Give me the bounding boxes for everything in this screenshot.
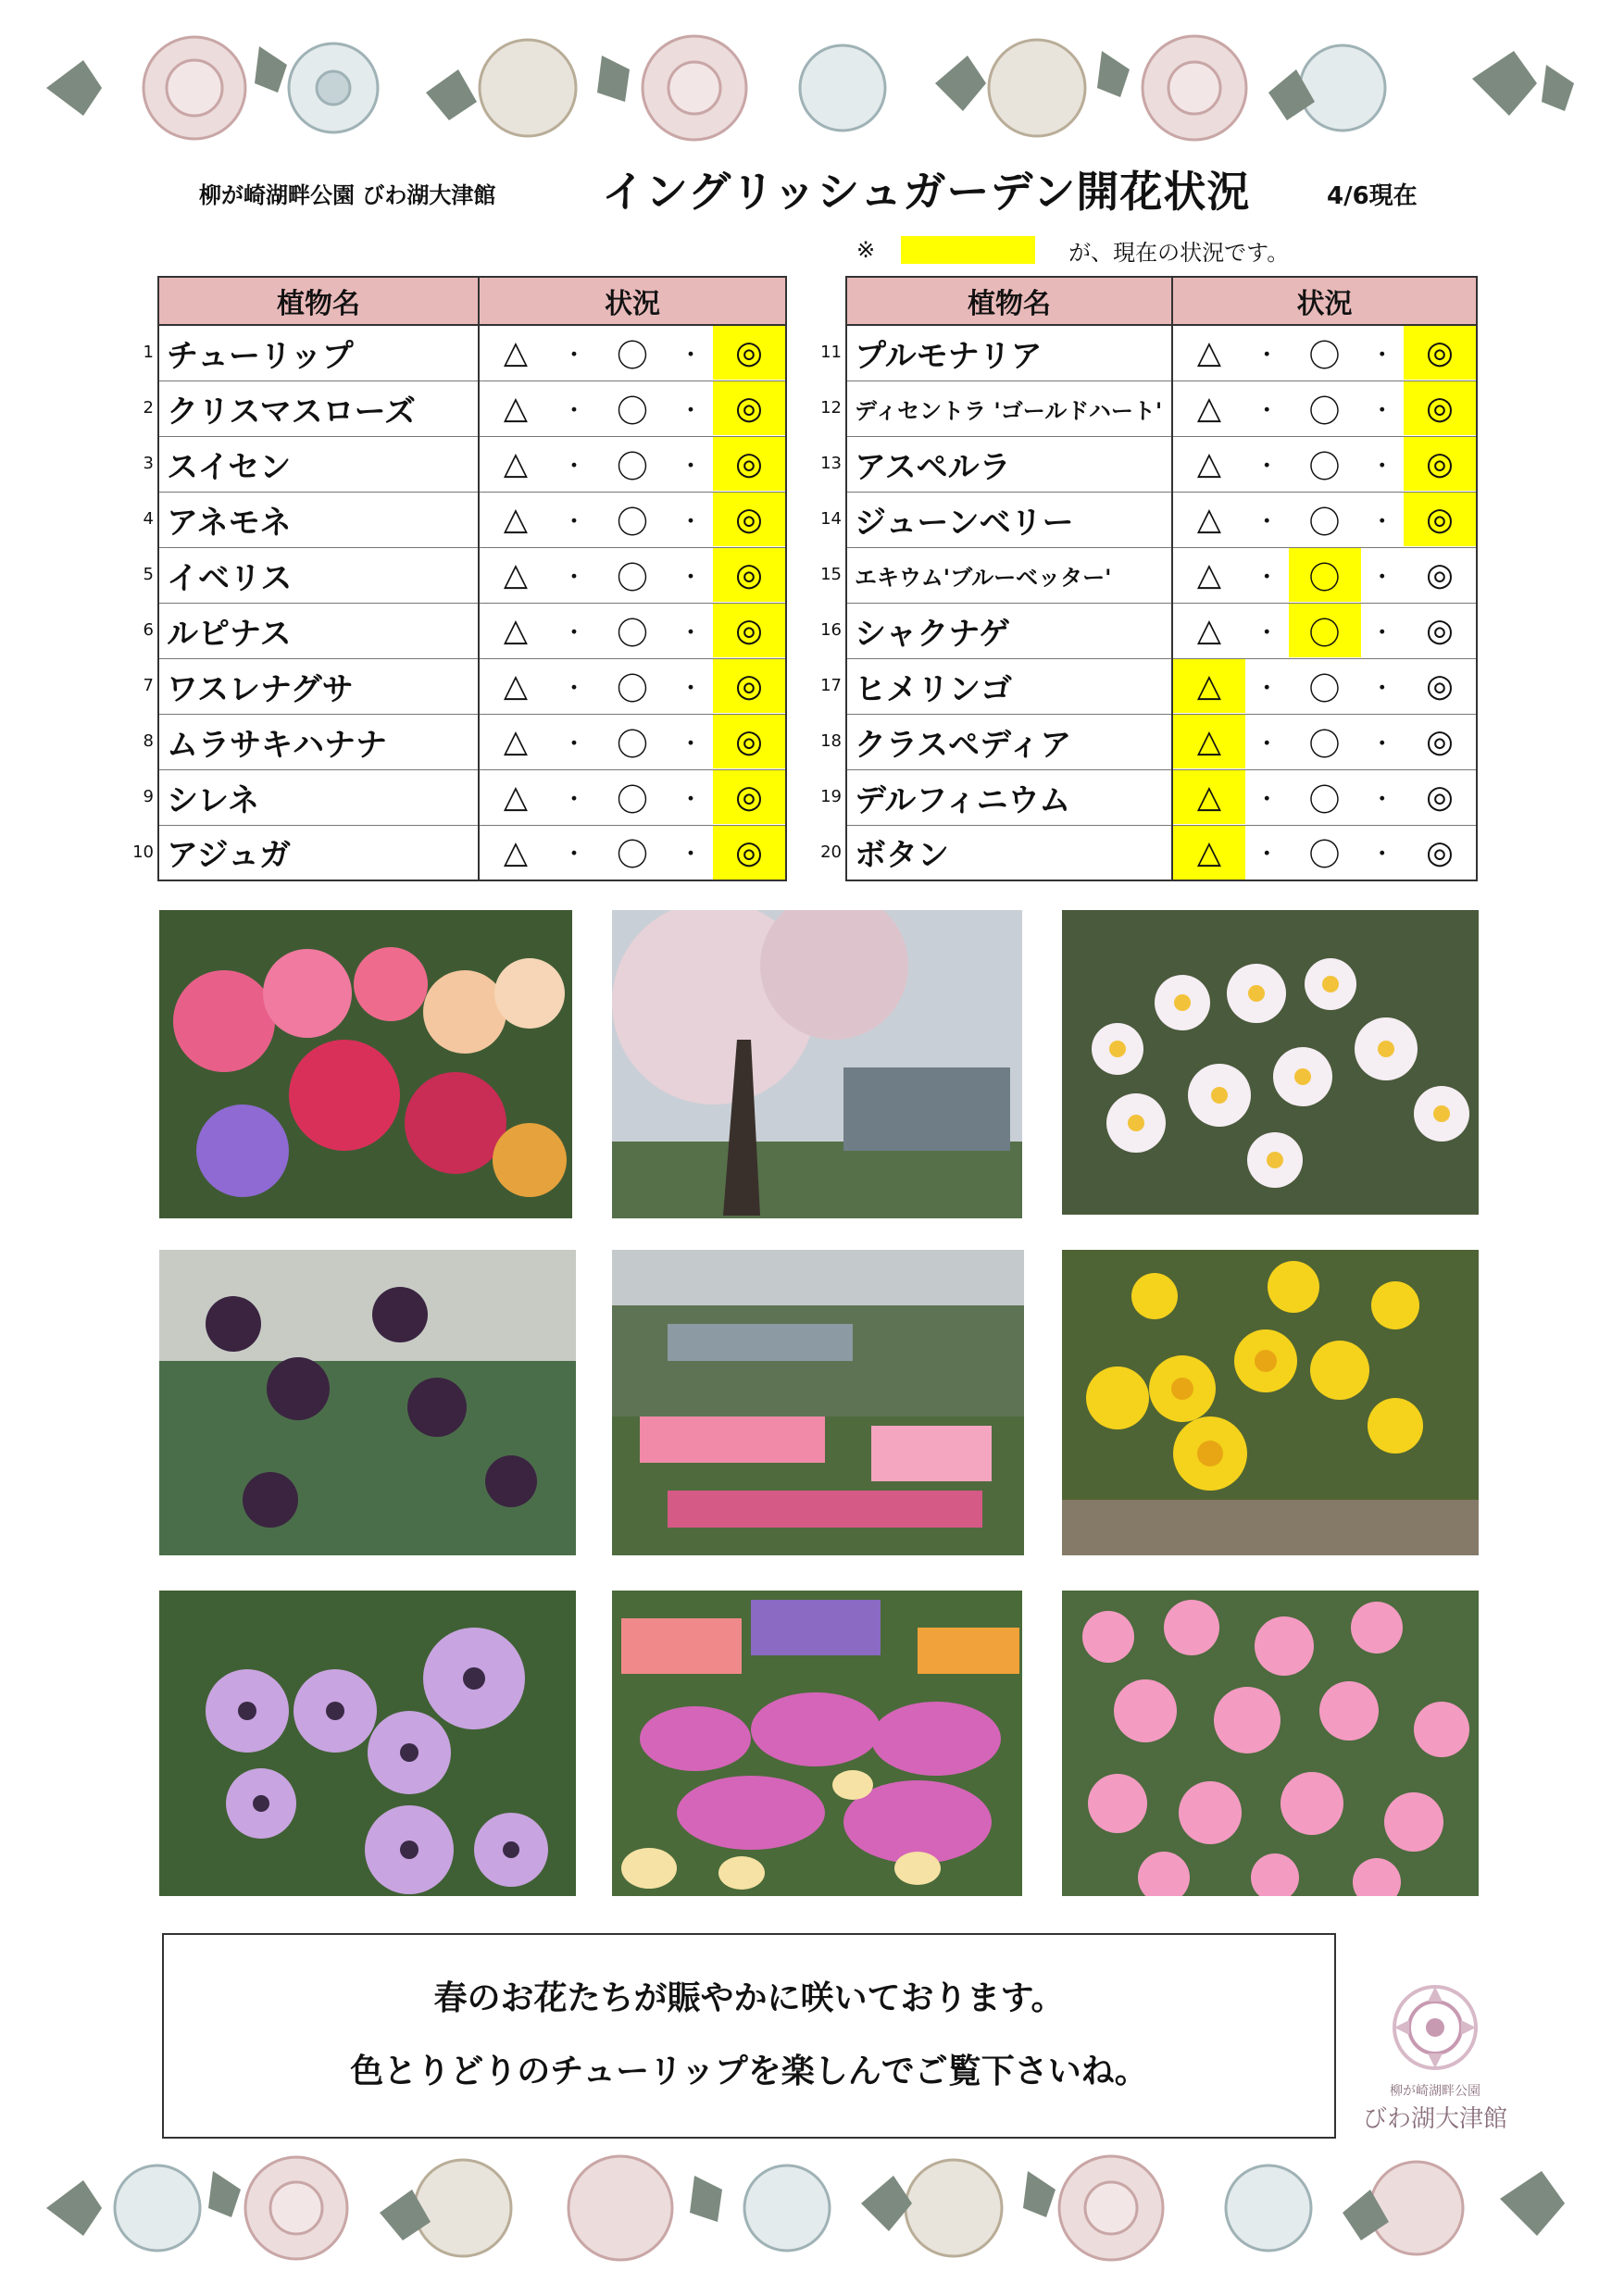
- full-bloom-symbol: ◎: [1404, 437, 1476, 491]
- plant-name: スイセン: [158, 436, 479, 492]
- status-table-left: [157, 276, 787, 881]
- bud-symbol: △: [1196, 390, 1222, 427]
- plant-name: ジューンベリー: [846, 492, 1172, 547]
- plant-row: [846, 492, 1477, 547]
- blooming-symbol: 〇: [1308, 448, 1341, 486]
- full-bloom-symbol: ◎: [1426, 833, 1454, 871]
- separator-dot: ・: [678, 396, 703, 425]
- bloom-status: [1172, 492, 1477, 547]
- separator-dot: ・: [1369, 674, 1394, 703]
- bloom-status: [479, 547, 786, 603]
- bud-symbol: △: [503, 668, 529, 705]
- bloom-status: [479, 658, 786, 714]
- separator-dot: ・: [561, 785, 586, 814]
- bud-symbol: △: [503, 723, 529, 760]
- separator-dot: ・: [678, 563, 703, 592]
- bloom-status: [1172, 325, 1477, 381]
- full-bloom-symbol: ◎: [1426, 668, 1454, 705]
- plant-row: [158, 547, 786, 603]
- blooming-symbol: 〇: [617, 504, 648, 542]
- plant-name: ボタン: [846, 825, 1172, 880]
- blooming-symbol: 〇: [617, 393, 648, 430]
- row-number: 8: [143, 731, 154, 751]
- separator-dot: ・: [561, 507, 586, 536]
- plant-name: アネモネ: [158, 492, 479, 547]
- row-number: 15: [820, 565, 842, 584]
- row-number: 1: [143, 343, 154, 362]
- logo-emblem-icon: [1389, 1981, 1481, 2074]
- row-number: 18: [820, 731, 842, 751]
- plant-row: [846, 825, 1477, 880]
- row-number: 13: [820, 454, 842, 473]
- bud-symbol: △: [503, 833, 529, 871]
- separator-dot: ・: [1369, 618, 1394, 647]
- separator-dot: ・: [561, 563, 586, 592]
- park-name: 柳が崎湖畔公園 びわ湖大津館: [199, 182, 496, 208]
- plant-name: シャクナゲ: [846, 603, 1172, 658]
- separator-dot: ・: [1369, 341, 1394, 369]
- separator-dot: ・: [1369, 841, 1394, 869]
- full-bloom-symbol: ◎: [713, 381, 785, 435]
- blooming-symbol: 〇: [1308, 393, 1341, 430]
- separator-dot: ・: [678, 618, 703, 647]
- plant-name: クラスペディア: [846, 714, 1172, 769]
- plant-name: ルピナス: [158, 603, 479, 658]
- row-number: 20: [820, 842, 842, 862]
- separator-dot: ・: [678, 730, 703, 758]
- ranunculus-photo: [159, 910, 572, 1218]
- plant-name: プルモナリア: [846, 325, 1172, 381]
- full-bloom-symbol: ◎: [1426, 723, 1454, 760]
- row-number: 10: [132, 842, 154, 862]
- full-bloom-symbol: ◎: [1426, 612, 1454, 649]
- separator-dot: ・: [561, 674, 586, 703]
- separator-dot: ・: [1255, 674, 1280, 703]
- blooming-symbol: 〇: [1308, 726, 1341, 764]
- header-plant-name: 植物名: [846, 277, 1172, 325]
- bud-symbol: △: [503, 779, 529, 816]
- full-bloom-symbol: ◎: [1426, 779, 1454, 816]
- separator-dot: ・: [1369, 452, 1394, 480]
- plant-name: シレネ: [158, 769, 479, 825]
- bud-symbol: △: [503, 334, 529, 372]
- row-number: 11: [820, 343, 842, 362]
- pink-flowers-photo: [1062, 1591, 1479, 1896]
- full-bloom-symbol: ◎: [713, 493, 785, 546]
- bloom-status: [479, 492, 786, 547]
- plant-row: [846, 325, 1477, 381]
- flower-border-top: [28, 28, 1596, 148]
- bud-symbol: △: [1173, 659, 1245, 713]
- row-number: 19: [820, 787, 842, 806]
- plant-row: [158, 381, 786, 436]
- bloom-status: [1172, 436, 1477, 492]
- bloom-status: [1172, 825, 1477, 880]
- bud-symbol: △: [1173, 826, 1245, 880]
- row-number: 12: [820, 398, 842, 418]
- bloom-status: [479, 603, 786, 658]
- bud-symbol: △: [1173, 770, 1245, 824]
- full-bloom-symbol: ◎: [713, 548, 785, 602]
- blooming-symbol: 〇: [617, 615, 648, 653]
- full-bloom-symbol: ◎: [1404, 381, 1476, 435]
- header-status: 状況: [479, 277, 786, 325]
- legend-note: [856, 234, 1289, 266]
- row-number: 17: [820, 676, 842, 695]
- plant-row: [846, 658, 1477, 714]
- flower-border-bottom: [28, 2148, 1596, 2268]
- highlight-swatch: [901, 236, 1035, 264]
- separator-dot: ・: [1255, 730, 1280, 758]
- full-bloom-symbol: ◎: [713, 326, 785, 380]
- full-bloom-symbol: ◎: [713, 437, 785, 491]
- plant-name: ワスレナグサ: [158, 658, 479, 714]
- bud-symbol: △: [1173, 715, 1245, 768]
- logo-venue-name: びわ湖大津館: [1362, 2105, 1507, 2133]
- garden-pond-photo: [612, 1250, 1024, 1555]
- anemone-photo: [159, 1591, 576, 1896]
- plant-name: ディセントラ 'ゴールドハート': [846, 381, 1172, 436]
- separator-dot: ・: [561, 618, 586, 647]
- plant-name: イベリス: [158, 547, 479, 603]
- plant-name: クリスマスローズ: [158, 381, 479, 436]
- plant-row: [158, 325, 786, 381]
- hellebore-photo: [159, 1250, 576, 1555]
- plant-name: ヒメリンゴ: [846, 658, 1172, 714]
- note-mark: ※: [856, 237, 876, 263]
- separator-dot: ・: [561, 730, 586, 758]
- row-number: 5: [143, 565, 154, 584]
- full-bloom-symbol: ◎: [713, 659, 785, 713]
- separator-dot: ・: [1369, 396, 1394, 425]
- plant-name: ムラサキハナナ: [158, 714, 479, 769]
- bud-symbol: △: [1196, 556, 1222, 593]
- header-plant-name: 植物名: [158, 277, 479, 325]
- bud-symbol: △: [503, 501, 529, 538]
- row-number: 16: [820, 620, 842, 640]
- legend-text: が、現在の状況です。: [1068, 239, 1290, 266]
- bloom-status: [1172, 603, 1477, 658]
- venue-logo: [1352, 1981, 1518, 2139]
- plant-row: [158, 714, 786, 769]
- plant-row: [158, 603, 786, 658]
- full-bloom-symbol: ◎: [1404, 326, 1476, 380]
- separator-dot: ・: [1369, 507, 1394, 536]
- row-number: 9: [143, 787, 154, 806]
- plant-name: エキウム'ブルーベッター': [846, 547, 1172, 603]
- blooming-symbol: 〇: [1308, 837, 1341, 875]
- plant-name: アスペルラ: [846, 436, 1172, 492]
- blooming-symbol: 〇: [1289, 548, 1361, 602]
- separator-dot: ・: [561, 452, 586, 480]
- plant-row: [846, 381, 1477, 436]
- plant-row: [846, 714, 1477, 769]
- plant-name: チューリップ: [158, 325, 479, 381]
- separator-dot: ・: [1255, 507, 1280, 536]
- plant-name: アジュガ: [158, 825, 479, 880]
- plant-name: デルフィニウム: [846, 769, 1172, 825]
- blooming-symbol: 〇: [617, 337, 648, 375]
- full-bloom-symbol: ◎: [713, 715, 785, 768]
- blooming-symbol: 〇: [1308, 504, 1341, 542]
- blooming-symbol: 〇: [617, 670, 648, 708]
- plant-row: [846, 436, 1477, 492]
- message-line-2: 色とりどりのチューリップを楽しんでご覧下さいね。: [350, 2053, 1148, 2090]
- separator-dot: ・: [1369, 563, 1394, 592]
- row-number: 6: [143, 620, 154, 640]
- bud-symbol: △: [1196, 501, 1222, 538]
- message-line-1: 春のお花たちが賑やかに咲いております。: [433, 1979, 1065, 2017]
- bloom-status: [479, 325, 786, 381]
- full-bloom-symbol: ◎: [1426, 556, 1454, 593]
- full-bloom-symbol: ◎: [713, 604, 785, 657]
- page-title: イングリッシュガーデン開花状況: [602, 167, 1251, 217]
- bloom-status: [479, 381, 786, 436]
- separator-dot: ・: [1255, 396, 1280, 425]
- plant-row: [158, 769, 786, 825]
- plant-row: [846, 547, 1477, 603]
- row-number: 14: [820, 509, 842, 529]
- separator-dot: ・: [1255, 841, 1280, 869]
- full-bloom-symbol: ◎: [1404, 493, 1476, 546]
- as-of-date: 4/6現在: [1327, 182, 1418, 210]
- blooming-symbol: 〇: [1308, 781, 1341, 819]
- separator-dot: ・: [561, 841, 586, 869]
- bud-symbol: △: [1196, 612, 1222, 649]
- full-bloom-symbol: ◎: [713, 770, 785, 824]
- bloom-status: [479, 436, 786, 492]
- row-number: 2: [143, 398, 154, 418]
- row-number: 4: [143, 509, 154, 529]
- bloom-status: [1172, 547, 1477, 603]
- bloom-status: [479, 825, 786, 880]
- separator-dot: ・: [1369, 730, 1394, 758]
- separator-dot: ・: [1255, 563, 1280, 592]
- header-status: 状況: [1172, 277, 1477, 325]
- plant-row: [846, 769, 1477, 825]
- separator-dot: ・: [1255, 618, 1280, 647]
- separator-dot: ・: [1369, 785, 1394, 814]
- bud-symbol: △: [1196, 445, 1222, 482]
- daffodil-photo: [1062, 1250, 1479, 1555]
- bud-symbol: △: [503, 390, 529, 427]
- logo-park-name: 柳が崎湖畔公園: [1390, 2084, 1480, 2099]
- row-number: 7: [143, 676, 154, 695]
- bloom-status: [1172, 769, 1477, 825]
- blooming-symbol: 〇: [617, 781, 648, 819]
- plant-row: [158, 492, 786, 547]
- plant-row: [846, 603, 1477, 658]
- status-table-right: [845, 276, 1478, 881]
- separator-dot: ・: [678, 785, 703, 814]
- full-bloom-symbol: ◎: [713, 826, 785, 880]
- separator-dot: ・: [678, 341, 703, 369]
- blooming-symbol: 〇: [617, 837, 648, 875]
- bloom-status: [1172, 381, 1477, 436]
- separator-dot: ・: [1255, 452, 1280, 480]
- separator-dot: ・: [678, 507, 703, 536]
- bloom-status: [1172, 714, 1477, 769]
- blooming-symbol: 〇: [617, 448, 648, 486]
- bloom-status: [1172, 658, 1477, 714]
- bud-symbol: △: [503, 445, 529, 482]
- bloom-status: [479, 769, 786, 825]
- blooming-symbol: 〇: [1308, 670, 1341, 708]
- cherry-blossom-photo: [612, 910, 1022, 1218]
- separator-dot: ・: [678, 452, 703, 480]
- separator-dot: ・: [1255, 341, 1280, 369]
- white-tulip-photo: [1062, 910, 1479, 1215]
- bloom-status: [479, 714, 786, 769]
- plant-row: [158, 658, 786, 714]
- separator-dot: ・: [1255, 785, 1280, 814]
- blooming-symbol: 〇: [617, 726, 648, 764]
- row-number: 3: [143, 454, 154, 473]
- blooming-symbol: 〇: [1308, 337, 1341, 375]
- blooming-symbol: 〇: [617, 559, 648, 597]
- plant-row: [158, 436, 786, 492]
- separator-dot: ・: [678, 674, 703, 703]
- blooming-symbol: 〇: [1289, 604, 1361, 657]
- message-box: [162, 1933, 1336, 2139]
- page-header: [0, 153, 1624, 218]
- separator-dot: ・: [678, 841, 703, 869]
- plant-row: [158, 825, 786, 880]
- bud-symbol: △: [503, 612, 529, 649]
- tulip-bed-photo: [612, 1591, 1022, 1896]
- separator-dot: ・: [561, 396, 586, 425]
- bud-symbol: △: [503, 556, 529, 593]
- separator-dot: ・: [561, 341, 586, 369]
- bud-symbol: △: [1196, 334, 1222, 372]
